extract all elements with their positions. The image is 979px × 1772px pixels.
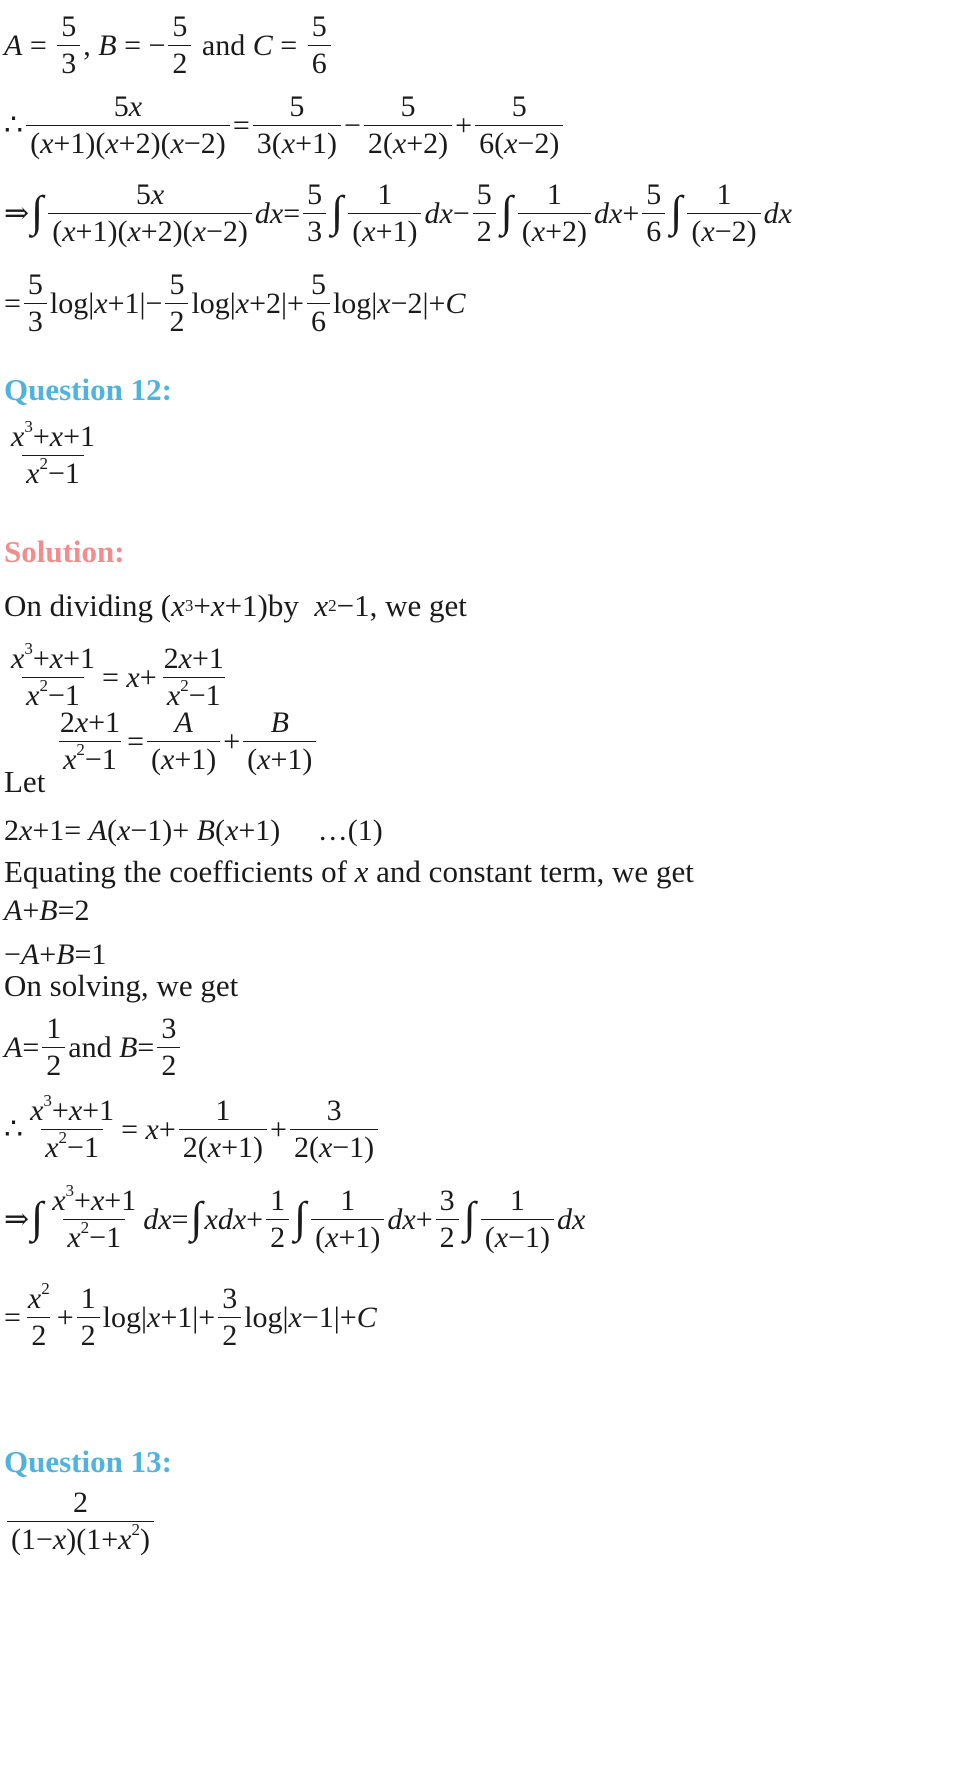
and-constant-text: and constant term, we get xyxy=(376,854,694,889)
integral-setup-q12: ⇒ ∫ $\frac{x^3+x+1}{x^2-1}$ dx = ∫ xdx + $\frac{1}{2}$ ∫ $\frac{1}{(x+1)}$ dx + $\frac{3}{2}$ ∫ $\frac{1}{(x-1)}$ dx xyxy=(4,1181,586,1254)
division-result: $\frac{x^3+x+1}{x^2-1}$ = x + $\frac{2x+1}{x^2-1}$ xyxy=(11,639,224,712)
and-word: and xyxy=(201,28,246,62)
and-word-2: and xyxy=(68,1030,112,1064)
equation-1: 2 x +1= A ( x −1)+ B ( x +1) …(1) xyxy=(4,814,383,847)
by-text: by xyxy=(267,588,299,623)
integral-setup-q11: ⇒ ∫ $\frac{5x}{(x+1)(x+2)(x-2)}$ dx = $\frac{5}{3}$ ∫ $\frac{1}{(x+1)}$ dx − $\frac{5}{2}$ ∫ $\frac{1}{(x+2)}$ dx + $\frac{5}{6}$ ∫ $\frac{1}{(x-2)}$ dx xyxy=(4,178,792,248)
abc-values-line: A = $\frac{5}{3}$ , B = − $\frac{5}{2}$ and C = $\frac{5}{6}$ xyxy=(4,12,334,79)
question-12-heading: Question 12: xyxy=(4,372,172,407)
question-13-heading: Question 13: xyxy=(4,1444,172,1479)
solution-heading: Solution: xyxy=(4,534,125,569)
question-12-expression: $\frac{x^3+x+1}{x^2-1}$ xyxy=(11,417,95,490)
integral-result-q11: = $\frac{5}{3}$ log| x +1|− $\frac{5}{2}$ log| x +2|+ $\frac{5}{6}$ log| x −2|+ C xyxy=(4,268,466,338)
on-dividing-text: On dividing xyxy=(4,588,153,623)
ab-values-line: A = $\frac{1}{2}$ and B = $\frac{3}{2}$ xyxy=(4,1014,183,1081)
equation-a-plus-b: A + B =2 xyxy=(4,894,90,927)
equation-minus-a-plus-b: − A + B =1 xyxy=(4,938,107,971)
we-get-text: , we get xyxy=(369,588,467,623)
equation-label: …(1) xyxy=(317,814,383,847)
equating-line: Equating the coefficients of x and constant term, we get xyxy=(4,854,694,889)
q12-partial-fraction-result: ∴ $\frac{x^3+x+1}{x^2-1}$ = x + $\frac{1}{2(x+1)}$ + $\frac{3}{2(x-1)}$ xyxy=(4,1096,381,1163)
partial-fraction-result: ∴ $\frac{5x}{(x+1)(x+2)(x-2)}$ = $\frac{5}{3(x+1)}$ − $\frac{5}{2(x+2)}$ + $\frac{5}{6(x-2)}$ xyxy=(4,92,566,159)
on-solving-line: On solving, we get xyxy=(4,968,239,1003)
question-13-expression: $\frac{2}{(1-x)(1+x^2)}$ xyxy=(4,1488,157,1555)
let-partial-fraction: Let $\frac{2x+1}{x^2-1}$ = $\frac{A}{(x+1)}$ + $\frac{B}{(x+1)}$ xyxy=(4,722,319,797)
let-text: Let xyxy=(4,764,46,799)
on-dividing-line: On dividing ( x 3 + x +1) by x 2 −1 , we get xyxy=(4,588,467,623)
equating-text: Equating the coefficients of xyxy=(4,854,347,889)
integral-result-q12: = $\frac{x^2}{2}$ + $\frac{1}{2}$ log| x +1|+ $\frac{3}{2}$ log| x −1|+ C xyxy=(4,1279,377,1352)
